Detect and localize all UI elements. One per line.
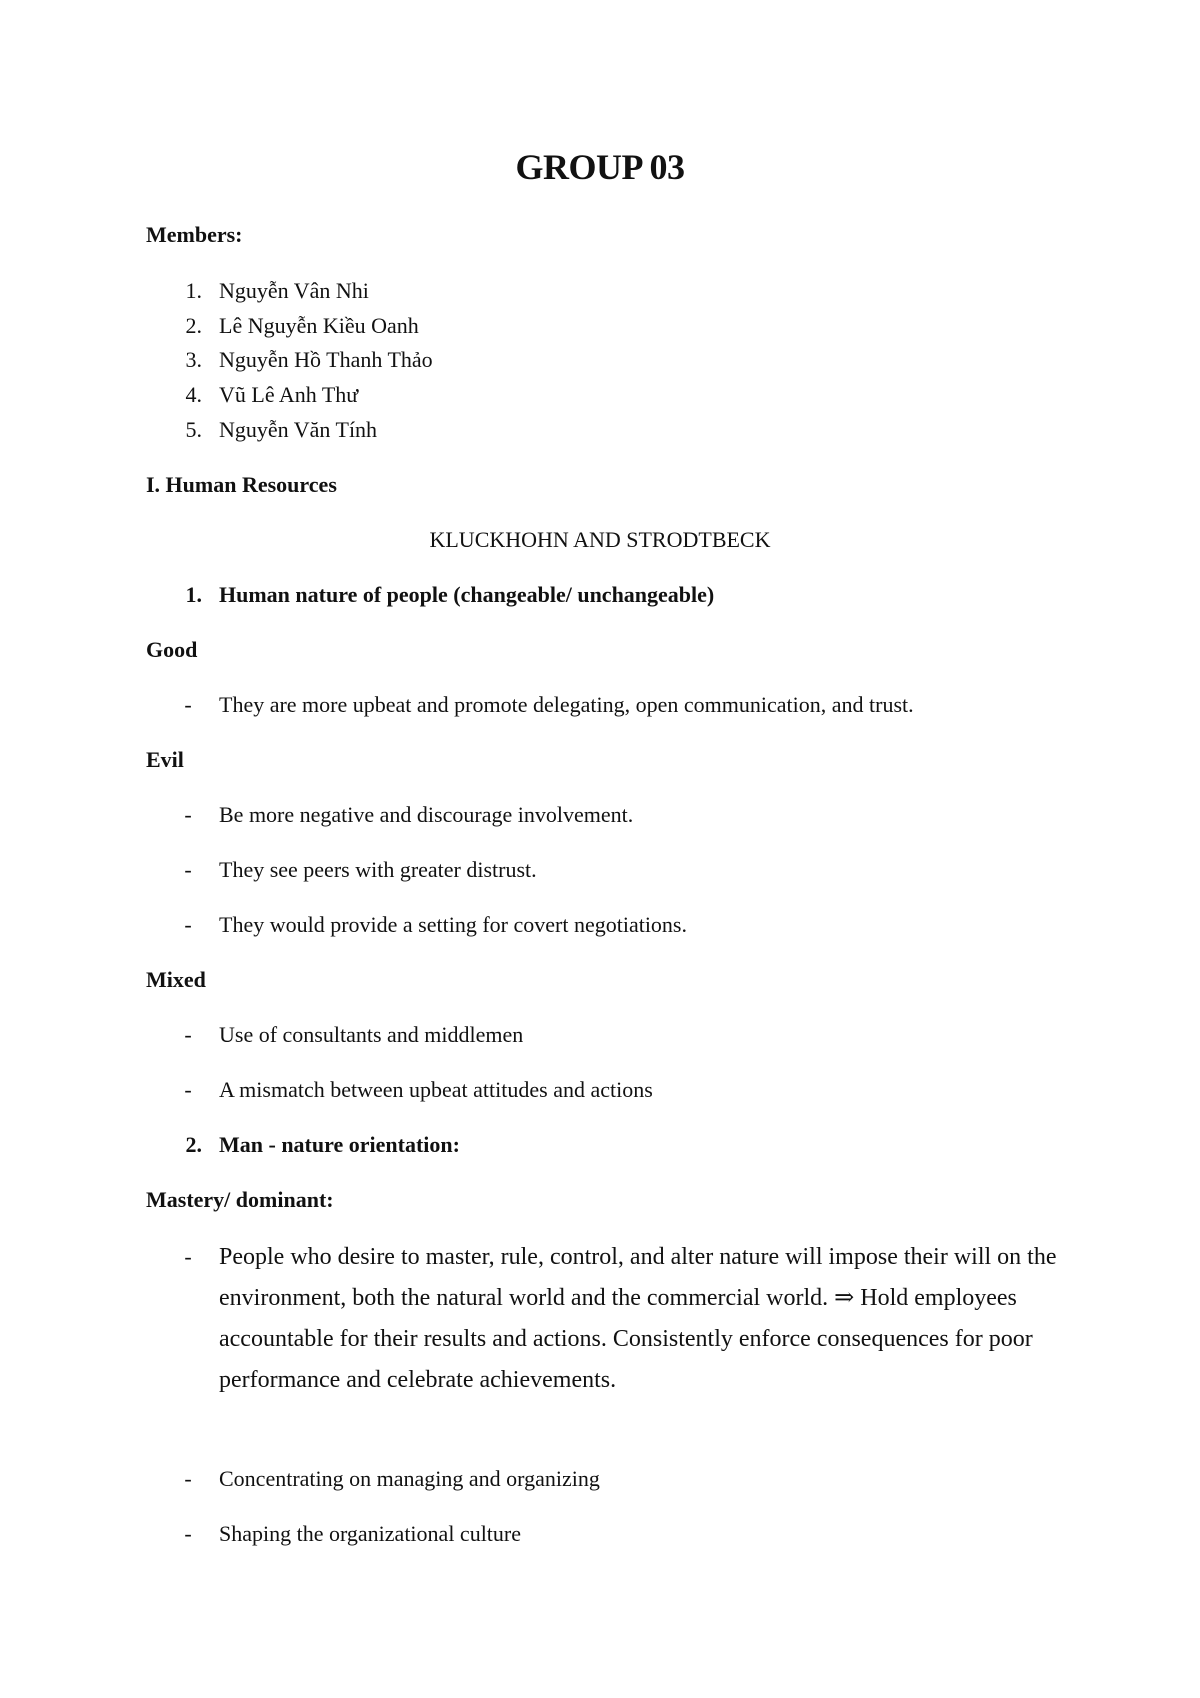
section-heading: I. Human Resources: [146, 472, 337, 497]
member-name: Vũ Lê Anh Thư: [219, 382, 359, 407]
topic-number: 1.: [185, 582, 202, 607]
member-name: Lê Nguyễn Kiều Oanh: [219, 313, 419, 338]
bullet-dash: -: [184, 1244, 192, 1269]
bullet-dash: -: [184, 857, 192, 882]
topic-number: 2.: [185, 1132, 202, 1157]
member-number: 4.: [185, 382, 202, 407]
member-number: 5.: [185, 417, 202, 442]
category-heading-good: Good: [146, 637, 198, 662]
category-heading-mixed: Mixed: [146, 967, 206, 992]
bullet-text: Use of consultants and middlemen: [219, 1022, 524, 1047]
bullet-text: Be more negative and discourage involvement.: [219, 802, 634, 827]
bullet-dash: -: [184, 912, 192, 937]
member-name: Nguyễn Vân Nhi: [219, 278, 369, 303]
category-heading-evil: Evil: [146, 747, 184, 772]
page-title: GROUP 03: [515, 147, 685, 187]
category-heading-mastery: Mastery/ dominant:: [146, 1187, 334, 1212]
bullet-paragraph: People who desire to master, rule, control, and alter nature will impose their will on the environment, both the natural world and the commercial world. ⇒ Hold employees accountable for their results and actions. Consistently enforce consequences for poor performance and celebrate achievements.: [219, 1244, 1057, 1393]
member-name: Nguyễn Hồ Thanh Thảo: [219, 347, 433, 372]
bullet-dash: -: [184, 1521, 192, 1546]
topic-heading: Human nature of people (changeable/ unchangeable): [219, 582, 715, 607]
bullet-dash: -: [184, 692, 192, 717]
bullet-dash: -: [184, 802, 192, 827]
bullet-text: They would provide a setting for covert negotiations.: [219, 912, 687, 937]
bullet-dash: -: [184, 1077, 192, 1102]
bullet-text: Shaping the organizational culture: [219, 1521, 522, 1546]
member-name: Nguyễn Văn Tính: [219, 417, 378, 442]
members-heading: Members:: [146, 222, 243, 247]
bullet-dash: -: [184, 1466, 192, 1491]
bullet-text: Concentrating on managing and organizing: [219, 1466, 600, 1491]
bullet-text: They see peers with greater distrust.: [219, 857, 537, 882]
member-number: 2.: [185, 313, 202, 338]
bullet-text: A mismatch between upbeat attitudes and actions: [219, 1077, 653, 1102]
framework-heading: KLUCKHOHN AND STRODTBECK: [429, 527, 771, 552]
bullet-dash: -: [184, 1022, 192, 1047]
member-number: 3.: [185, 347, 202, 372]
topic-heading: Man - nature orientation:: [219, 1132, 460, 1157]
bullet-text: They are more upbeat and promote delegating, open communication, and trust.: [219, 692, 914, 717]
member-number: 1.: [185, 278, 202, 303]
